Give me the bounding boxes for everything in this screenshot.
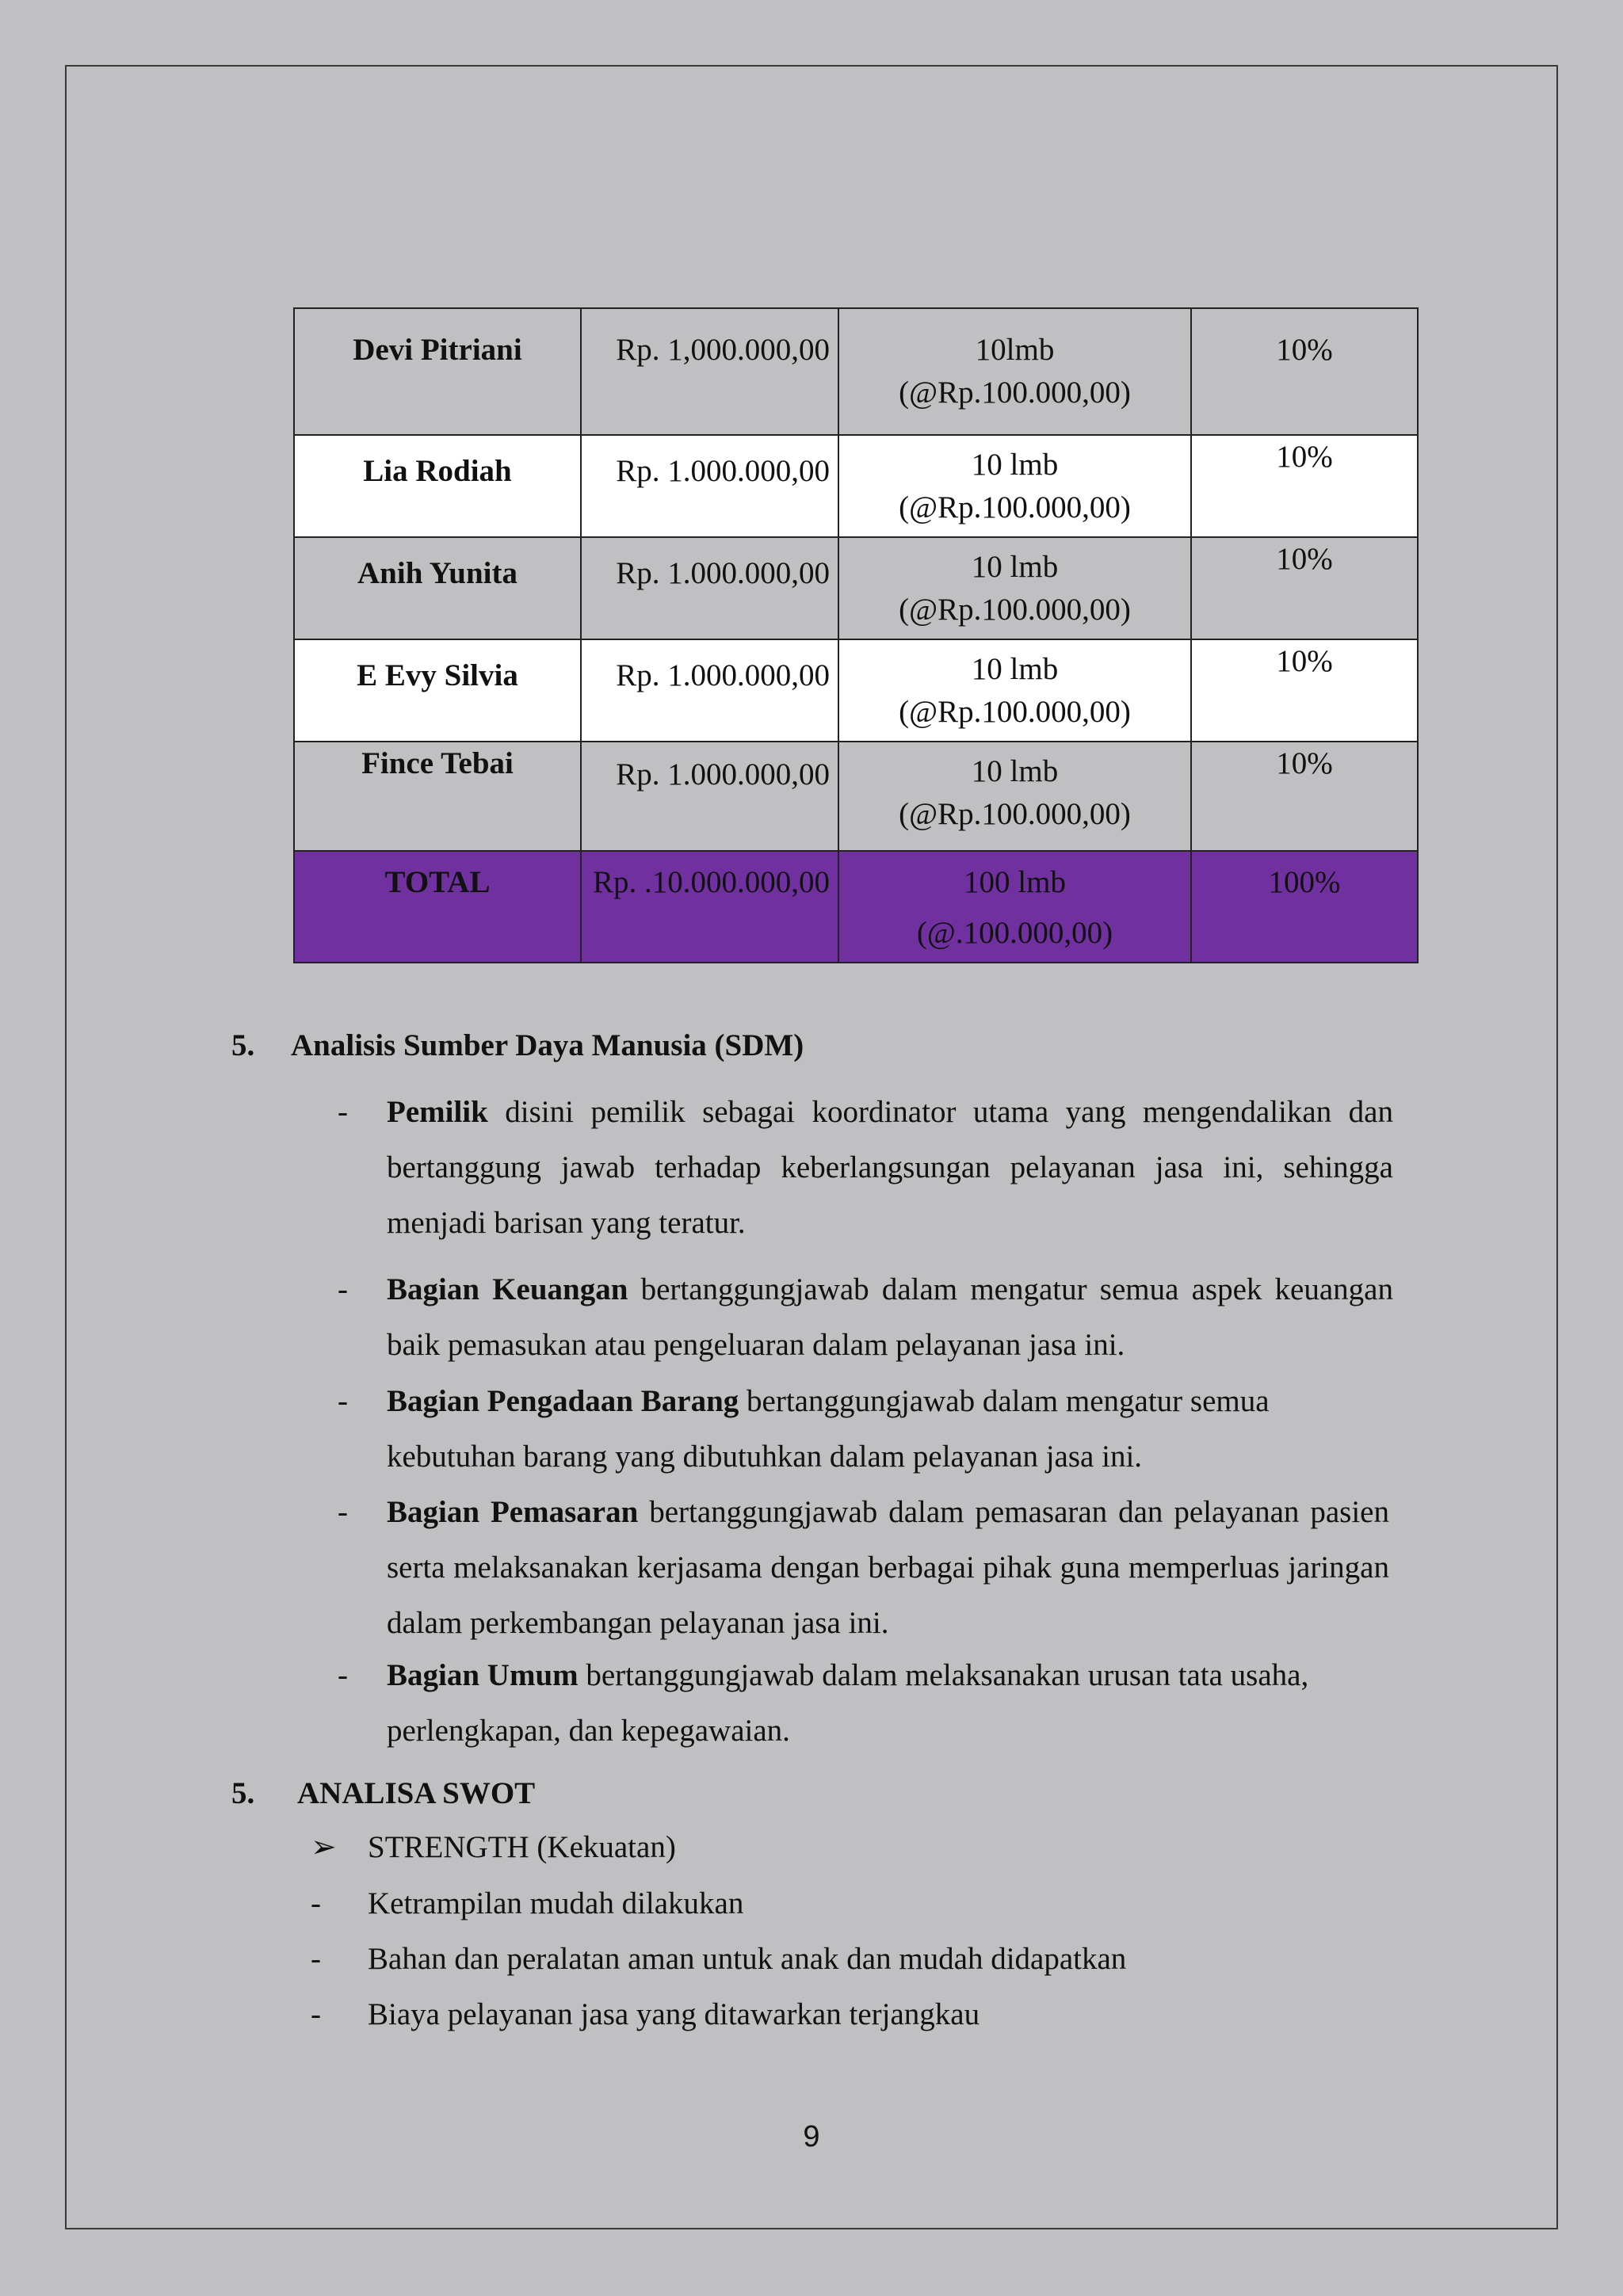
unit-count: 10lmb (975, 333, 1055, 367)
strength-text: Biaya pelayanan jasa yang ditawarkan terjangkau (368, 1997, 980, 2031)
strength-title: STRENGTH (Kekuatan) (368, 1830, 676, 1864)
strength-text: Ketrampilan mudah dilakukan (368, 1886, 744, 1920)
section-number: 5. (231, 1028, 255, 1062)
row-percent: 10% (1191, 537, 1418, 639)
row-amount: Rp. 1.000.000,00 (581, 639, 838, 742)
section-number: 5. (231, 1776, 255, 1810)
unit-price: (@Rp.100.000,00) (899, 593, 1131, 627)
unit-count: 10 lmb (971, 652, 1059, 686)
row-percent: 10% (1191, 308, 1418, 435)
role-description: bertanggungjawab dalam melaksanakan urusan tata usaha, perlengkapan, dan kepegawaian. (387, 1658, 1309, 1748)
bullet-dash: - (311, 1886, 321, 1920)
role-description: bertanggungjawab dalam pemasaran dan pelayanan pasien serta melaksanakan kerjasama dengan berbagai pihak guna memperluas jaringan dalam perkembangan pelayanan jasa ini. (387, 1495, 1389, 1640)
row-units (838, 639, 1191, 742)
page-number: 9 (803, 2120, 820, 2153)
unit-price: (@.100.000,00) (916, 916, 1113, 950)
row-percent: 10% (1191, 742, 1418, 851)
row-units (838, 435, 1191, 537)
row-units (838, 308, 1191, 435)
unit-count: 10 lmb (971, 448, 1059, 482)
unit-price: (@Rp.100.000,00) (899, 797, 1131, 831)
strength-heading (311, 1820, 676, 1875)
row-name: E Evy Silvia (294, 639, 581, 742)
row-units (838, 537, 1191, 639)
row-units (838, 742, 1191, 851)
unit-price: (@Rp.100.000,00) (899, 376, 1131, 410)
arrow-bullet-icon: ➢ (311, 1830, 337, 1864)
sdm-item (338, 1485, 1389, 1651)
role-description: bertanggungjawab dalam mengatur semua kebutuhan barang yang dibutuhkan dalam pelayanan jasa ini. (387, 1384, 1270, 1474)
bullet-dash: - (338, 1384, 348, 1418)
strength-item (311, 1932, 1127, 1987)
unit-count: 10 lmb (971, 550, 1059, 584)
total-units (838, 851, 1191, 963)
total-label: TOTAL (294, 851, 581, 963)
role-name: Bagian Umum (387, 1658, 579, 1692)
row-amount: Rp. 1.000.000,00 (581, 537, 838, 639)
shareholder-table (293, 307, 1419, 963)
bullet-dash: - (311, 1997, 321, 2031)
row-amount: Rp. 1,000.000,00 (581, 308, 838, 435)
row-percent: 10% (1191, 639, 1418, 742)
unit-price: (@Rp.100.000,00) (899, 695, 1131, 729)
sdm-item (338, 1374, 1393, 1485)
strength-text: Bahan dan peralatan aman untuk anak dan mudah didapatkan (368, 1942, 1127, 1976)
row-name: Devi Pitriani (294, 308, 581, 435)
bullet-dash: - (338, 1095, 348, 1129)
section-title: ANALISA SWOT (297, 1776, 536, 1810)
sdm-item (338, 1085, 1393, 1251)
sdm-item (338, 1648, 1393, 1759)
unit-price: (@Rp.100.000,00) (899, 490, 1131, 524)
table-row (294, 537, 1418, 639)
total-percent: 100% (1191, 851, 1418, 963)
bullet-dash: - (338, 1658, 348, 1692)
unit-count: 100 lmb (964, 865, 1066, 899)
row-name: Anih Yunita (294, 537, 581, 639)
bullet-dash: - (311, 1942, 321, 1976)
row-amount: Rp. 1.000.000,00 (581, 435, 838, 537)
strength-item (311, 1987, 980, 2042)
row-percent: 10% (1191, 435, 1418, 537)
bullet-dash: - (338, 1495, 348, 1529)
table-row (294, 435, 1418, 537)
role-description: disini pemilik sebagai koordinator utama yang mengendalikan dan bertanggung jawab terhadap keberlangsungan pelayanan jasa ini, sehingga menjadi barisan yang teratur. (387, 1095, 1393, 1240)
bullet-dash: - (338, 1272, 348, 1306)
row-name: Fince Tebai (294, 742, 581, 851)
role-name: Bagian Pengadaan Barang (387, 1384, 739, 1418)
role-name: Bagian Keuangan (387, 1272, 628, 1306)
total-row (294, 851, 1418, 963)
unit-count: 10 lmb (971, 754, 1059, 788)
table-row (294, 639, 1418, 742)
strength-item (311, 1876, 744, 1932)
row-name: Lia Rodiah (294, 435, 581, 537)
sdm-item (338, 1262, 1393, 1373)
role-description: bertanggungjawab dalam mengatur semua aspek keuangan baik pemasukan atau pengeluaran dalam pelayanan jasa ini. (387, 1272, 1393, 1362)
table-row (294, 742, 1418, 851)
total-amount: Rp. .10.000.000,00 (581, 851, 838, 963)
section-title: Analisis Sumber Daya Manusia (SDM) (291, 1028, 804, 1062)
role-name: Bagian Pemasaran (387, 1495, 639, 1529)
table-row (294, 308, 1418, 435)
role-name: Pemilik (387, 1095, 488, 1129)
row-amount: Rp. 1.000.000,00 (581, 742, 838, 851)
